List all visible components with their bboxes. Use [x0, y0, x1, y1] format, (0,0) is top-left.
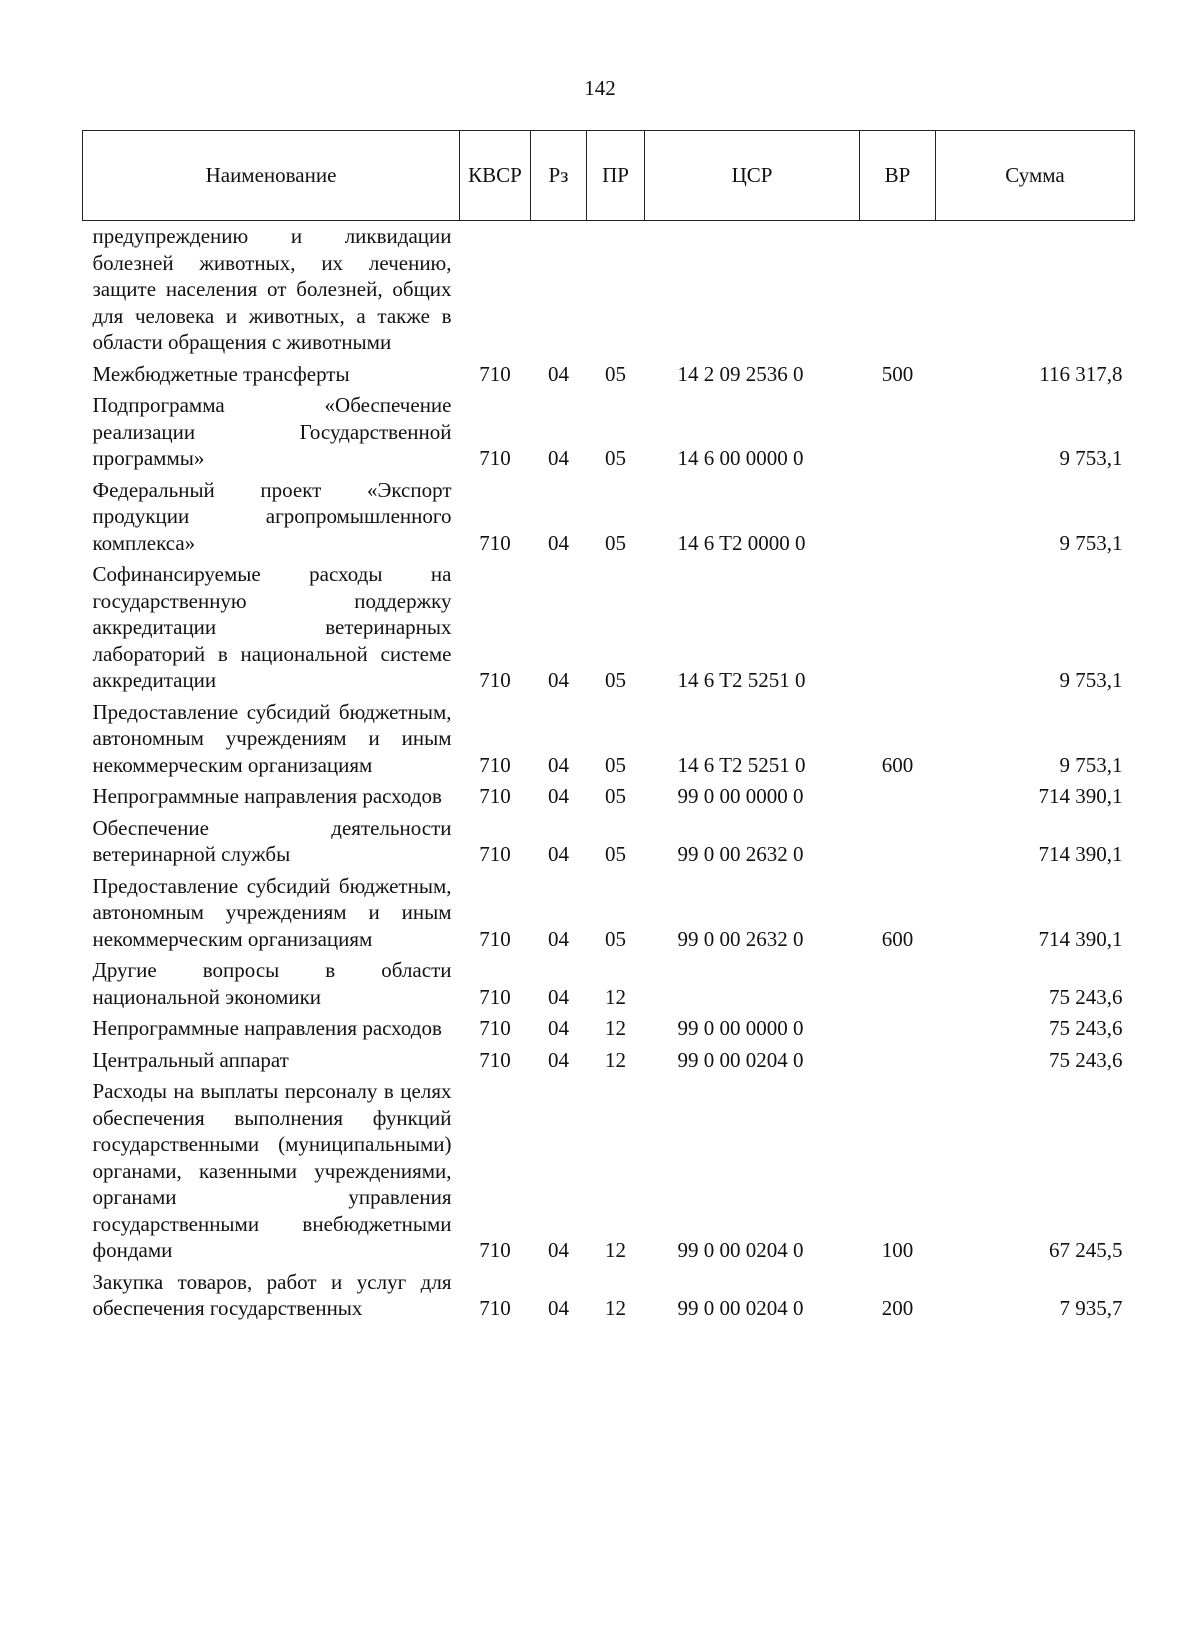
cell-sum: 75 243,6 [1049, 1047, 1123, 1072]
page-number: 142 [584, 76, 616, 100]
cell-pr: 05 [605, 446, 626, 470]
table-row [83, 389, 1135, 474]
cell-sum: 9 753,1 [1059, 668, 1123, 692]
cell-name: Софинансируемые расходы на государственную поддержку аккредитации ветеринарных лабораторий в национальной системе аккредитации [92, 562, 452, 692]
cell-name: Расходы на выплаты персоналу в целях обеспечения выполнения функций государственными (муниципальными) органами, казенными учреждениями, органами управления государственными внебюджетными фондами [92, 1079, 452, 1262]
cell-pr: 05 [605, 530, 626, 555]
cell-rz: 04 [548, 984, 569, 1009]
cell-pr [587, 221, 645, 358]
cell-csr: 99 0 00 2632 0 [677, 842, 804, 866]
cell-rz: 04 [548, 1047, 569, 1072]
cell-kvsr: 710 [479, 784, 511, 808]
cell-vr: 100 [881, 1238, 914, 1262]
cell-kvsr [460, 221, 531, 358]
cell-rz: 04 [548, 530, 569, 555]
cell-kvsr: 710 [479, 361, 511, 386]
table-row [83, 780, 1135, 812]
header-pr: ПР [587, 131, 645, 221]
cell-kvsr: 710 [479, 446, 511, 470]
cell-rz: 04 [548, 446, 569, 470]
cell-sum: 116 317,8 [1039, 361, 1123, 386]
cell-rz: 04 [548, 1016, 569, 1040]
cell-vr [860, 558, 936, 696]
cell-csr: 99 0 00 0204 0 [677, 1047, 804, 1072]
cell-csr: 14 6 00 0000 0 [677, 446, 804, 470]
cell-csr: 99 0 00 0000 0 [677, 784, 804, 808]
header-sum: Сумма [936, 131, 1135, 221]
cell-vr [860, 954, 936, 1012]
table-header [83, 131, 1135, 221]
cell-name: Предоставление субсидий бюджетным, автономным учреждениям и иным некоммерческим организациям [92, 699, 452, 777]
cell-sum: 714 390,1 [1038, 784, 1123, 808]
cell-name: Другие вопросы в области национальной экономики [92, 958, 452, 1009]
cell-csr: 14 6 T2 0000 0 [677, 530, 806, 555]
cell-csr: 99 0 00 0204 0 [677, 1238, 804, 1262]
cell-name: Обеспечение деятельности ветеринарной службы [92, 815, 452, 866]
cell-pr: 12 [605, 1296, 626, 1320]
cell-csr: 14 6 T2 5251 0 [677, 752, 806, 777]
header-rz: Рз [531, 131, 587, 221]
cell-pr: 12 [605, 984, 626, 1009]
table-row [83, 221, 1135, 358]
cell-pr: 12 [605, 1238, 626, 1262]
cell-sum: 714 390,1 [1038, 842, 1123, 866]
cell-rz: 04 [548, 1296, 569, 1320]
cell-rz: 04 [548, 361, 569, 386]
table-body [83, 221, 1135, 1324]
header-kvsr: КВСР [460, 131, 531, 221]
cell-pr: 05 [605, 842, 626, 866]
cell-vr [860, 1012, 936, 1044]
table-row [83, 558, 1135, 696]
header-csr: ЦСР [645, 131, 860, 221]
cell-sum: 9 753,1 [1059, 446, 1123, 470]
cell-name: Межбюджетные трансферты [92, 361, 350, 386]
cell-sum: 9 753,1 [1059, 530, 1123, 555]
cell-sum: 9 753,1 [1059, 752, 1123, 777]
cell-pr: 12 [605, 1016, 626, 1040]
budget-table [82, 130, 1135, 1324]
cell-sum: 75 243,6 [1049, 984, 1123, 1009]
table-row [83, 1075, 1135, 1266]
cell-kvsr: 710 [479, 530, 511, 555]
table-row [83, 1266, 1135, 1324]
table-row [83, 1044, 1135, 1076]
cell-sum: 67 245,5 [1049, 1238, 1123, 1262]
cell-kvsr: 710 [479, 984, 511, 1009]
cell-kvsr: 710 [479, 1047, 511, 1072]
table-row [83, 358, 1135, 390]
cell-vr [860, 474, 936, 559]
cell-sum [936, 221, 1135, 358]
cell-csr: 14 2 09 2536 0 [677, 361, 804, 386]
cell-name: Непрограммные направления расходов [92, 1016, 442, 1040]
cell-csr: 99 0 00 0204 0 [677, 1296, 804, 1320]
table-row [83, 696, 1135, 781]
cell-kvsr: 710 [479, 1016, 511, 1040]
table-row [83, 1012, 1135, 1044]
cell-rz: 04 [548, 752, 569, 777]
cell-csr [645, 221, 860, 358]
cell-kvsr: 710 [479, 1296, 511, 1320]
cell-csr [645, 954, 860, 1012]
cell-rz: 04 [548, 784, 569, 808]
cell-name: Непрограммные направления расходов [92, 784, 442, 808]
cell-sum: 7 935,7 [1059, 1296, 1123, 1320]
cell-name: Федеральный проект «Экспорт продукции агропромышленного комплекса» [92, 477, 452, 555]
cell-csr: 14 6 T2 5251 0 [677, 668, 806, 692]
cell-vr: 600 [881, 926, 914, 951]
cell-kvsr: 710 [479, 668, 511, 692]
cell-vr [860, 780, 936, 812]
cell-rz: 04 [548, 668, 569, 692]
cell-name: предупреждению и ликвидации болезней животных, их лечению, защите населения от болезней, общих для человека и животных, а также в области обращения с животными [92, 224, 452, 354]
header-name: Наименование [83, 131, 460, 221]
cell-rz [531, 221, 587, 358]
cell-vr: 200 [881, 1296, 914, 1320]
cell-vr [860, 221, 936, 358]
cell-csr: 99 0 00 2632 0 [677, 926, 804, 951]
cell-name: Подпрограмма «Обеспечение реализации Государственной программы» [92, 393, 452, 470]
cell-vr: 500 [881, 361, 914, 386]
cell-sum: 714 390,1 [1038, 926, 1123, 951]
cell-rz: 04 [548, 926, 569, 951]
cell-pr: 05 [605, 668, 626, 692]
cell-kvsr: 710 [479, 842, 511, 866]
cell-rz: 04 [548, 1238, 569, 1262]
cell-pr: 05 [605, 926, 626, 951]
cell-vr: 600 [881, 752, 914, 777]
cell-vr [860, 389, 936, 474]
table-row [83, 870, 1135, 955]
table-row [83, 954, 1135, 1012]
cell-pr: 05 [605, 361, 626, 386]
cell-pr: 05 [605, 752, 626, 777]
cell-sum: 75 243,6 [1049, 1016, 1123, 1040]
cell-name: Предоставление субсидий бюджетным, автономным учреждениям и иным некоммерческим организациям [92, 873, 452, 951]
cell-vr [860, 1044, 936, 1076]
cell-pr: 12 [605, 1047, 626, 1072]
table-row [83, 474, 1135, 559]
cell-name: Закупка товаров, работ и услуг для обеспечения государственных [92, 1269, 452, 1320]
cell-vr [860, 812, 936, 870]
cell-kvsr: 710 [479, 926, 511, 951]
cell-kvsr: 710 [479, 1238, 511, 1262]
cell-csr: 99 0 00 0000 0 [677, 1016, 804, 1040]
cell-name: Центральный аппарат [92, 1047, 289, 1072]
cell-rz: 04 [548, 842, 569, 866]
table-row [83, 812, 1135, 870]
header-vr: ВР [860, 131, 936, 221]
cell-pr: 05 [605, 784, 626, 808]
header-row [83, 131, 1135, 221]
cell-kvsr: 710 [479, 752, 511, 777]
